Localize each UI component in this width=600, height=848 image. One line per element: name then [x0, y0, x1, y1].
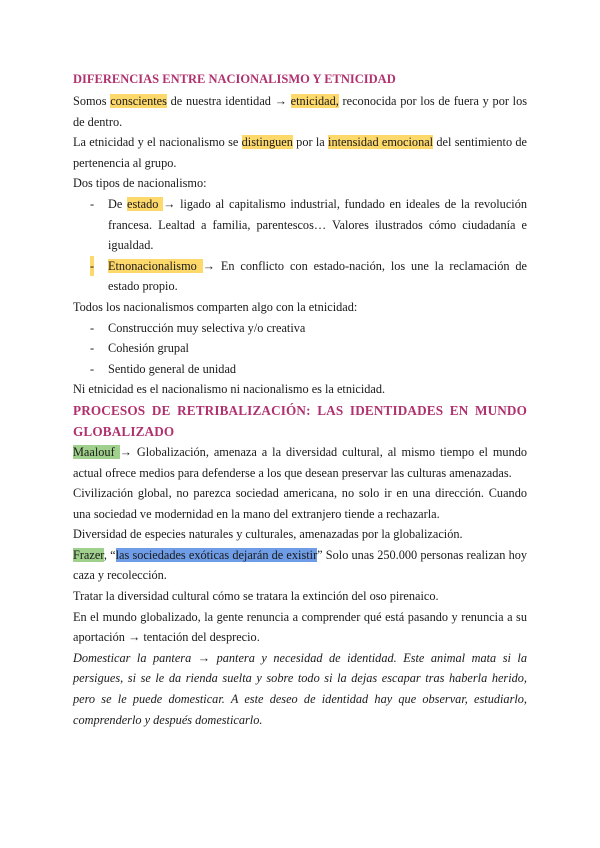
list-item-text: Cohesión grupal: [108, 341, 189, 356]
paragraph-ni-etnicidad: Ni etnicidad es el nacionalismo ni nacionalismo es la etnicidad.: [73, 382, 386, 397]
list-item: [73, 359, 527, 380]
highlight-distinguen: distinguen: [241, 135, 293, 150]
text-run: De: [108, 196, 128, 211]
text-run: Somos: [73, 94, 111, 108]
text-run: del sentimiento de pertenencia al grupo.: [73, 135, 527, 170]
dash-marker: -: [90, 256, 94, 277]
paragraph-mundo-globalizado: En el mundo globalizado, la gente renuncia a comprender qué está pasando y renuncia a su aportación → tentación del desprecio.: [73, 609, 527, 645]
text-run: → Globalización, amenaza a la diversidad cultural, al mismo tiempo el mundo actual ofrece medios para defenderse a los que desean preservar las culturas amenazadas.: [73, 444, 528, 480]
highlight-conscientes: conscientes: [110, 94, 167, 108]
highlight-frazer: Frazer: [73, 547, 104, 562]
dash-marker: -: [90, 361, 95, 376]
paragraph-dos-tipos: Dos tipos de nacionalismo:: [73, 176, 207, 191]
paragraph-maalouf: [73, 442, 527, 483]
dash-marker: -: [90, 196, 95, 211]
paragraph-diversidad-especies: Diversidad de especies naturales y culturales, amenazadas por la globalización.: [73, 527, 463, 542]
highlight-etnicidad: etnicidad,: [290, 94, 339, 108]
paragraph-frazer: [73, 545, 527, 586]
shared-traits-list: [73, 318, 527, 380]
text-run: de nuestra identidad →: [166, 94, 291, 108]
paragraph-domesticar-pantera: Domesticar la pantera → pantera y necesidad de identidad. Este animal mata si la persigues, si se le da rienda suelta y sobre todo si la dejas escapar tras haberla herido, pero se le puede domesticar. A este deseo de identidad hay que observar, estudiarlo, comprenderlo y después domesticarlo.: [73, 650, 527, 727]
paragraph-civilizacion-global: Civilización global, no parezca sociedad americana, no solo ir en una dirección. Cuando una sociedad ve modernidad en la mano del extranjero tiende a rechazarla.: [73, 486, 527, 521]
text-run: , “: [103, 547, 116, 562]
text-run: ” Solo unas 250.000 personas realizan hoy caza y recolección.: [73, 547, 528, 583]
paragraph-distinguen: [73, 132, 527, 173]
dash-marker: -: [90, 341, 95, 356]
text-run: La etnicidad y el nacionalismo se: [73, 135, 242, 150]
list-item: [73, 338, 527, 359]
text-run: reconocida por los de fuera y por los de dentro.: [73, 94, 528, 129]
highlight-maalouf: Maalouf: [73, 444, 120, 459]
list-item-text: Construcción muy selectiva y/o creativa: [108, 320, 306, 335]
text-run: → ligado al capitalismo industrial, fundado en ideales de la revolución francesa. Lealtad a familia, parentescos… Valores ilustrados cómo ciudadanía e igualdad.: [108, 196, 527, 253]
section-heading-retribalizacion: PROCESOS DE RETRIBALIZACIÓN: LAS IDENTIDADES EN MUNDO GLOBALIZADO: [73, 402, 527, 439]
paragraph-oso-pirenaico: Tratar la diversidad cultural cómo se tratara la extinción del oso pirenaico.: [73, 589, 439, 604]
highlight-estado: estado: [127, 196, 164, 211]
document-body: [73, 69, 527, 730]
paragraph-identidad: [73, 91, 527, 132]
highlight-etnonacionalismo: Etnonacionalismo: [108, 258, 203, 273]
list-item-text: Sentido general de unidad: [108, 361, 237, 376]
paragraph-todos-nacionalismos: Todos los nacionalismos comparten algo con la etnicidad:: [73, 299, 358, 314]
list-item-etnonacionalismo: [73, 256, 527, 297]
highlight-quote: las sociedades exóticas dejarán de existir: [115, 547, 318, 562]
nationalism-types-list: [73, 194, 527, 297]
list-item-estado: [73, 194, 527, 256]
list-item: [73, 318, 527, 339]
text-run: → En conflicto con estado-nación, los une la reclamación de estado propio.: [108, 258, 527, 294]
dash-marker: -: [90, 320, 95, 335]
highlight-intensidad-emocional: intensidad emocional: [328, 135, 434, 150]
section-heading-nacionalismo: DIFERENCIAS ENTRE NACIONALISMO Y ETNICIDAD: [73, 72, 396, 86]
text-run: por la: [292, 135, 329, 150]
